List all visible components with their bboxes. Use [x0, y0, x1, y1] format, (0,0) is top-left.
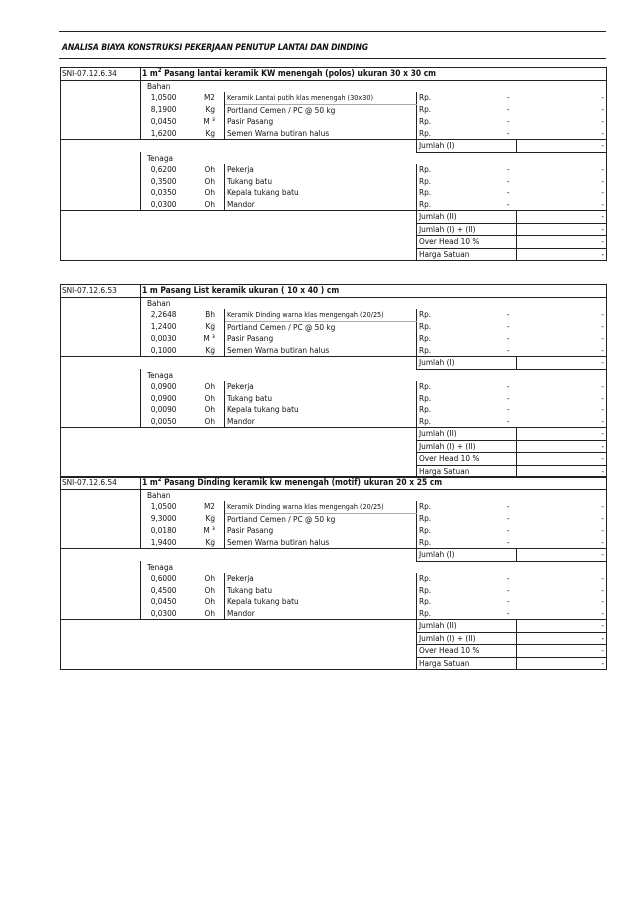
currency-label: Rp. — [419, 127, 432, 138]
total-price: - — [517, 513, 607, 525]
currency-label: Rp. — [419, 164, 432, 174]
unit: Oh — [185, 404, 225, 416]
unit-price: - — [506, 415, 510, 426]
coefficient: 0,1000 — [150, 344, 177, 355]
tenaga-label-row — [61, 369, 607, 381]
unit: Kg — [185, 513, 225, 525]
currency-label: Rp. — [419, 333, 432, 343]
unit-price: - — [506, 333, 510, 343]
section-header — [61, 68, 607, 81]
unit: Oh — [185, 381, 225, 393]
analysis-section — [60, 284, 606, 478]
title-prefix: 1 m — [142, 477, 158, 487]
total-price: - — [517, 128, 607, 140]
coefficient: 0,0300 — [150, 607, 177, 618]
item-name: Portland Cemen / PC @ 50 kg — [225, 104, 417, 116]
price-cell — [417, 116, 517, 128]
bahan-label: Bahan — [141, 80, 607, 92]
item-name: Keramik Dinding warna klas mengengah (20/25) — [225, 309, 417, 321]
coefficient: 1,2400 — [150, 321, 177, 332]
section-header — [61, 477, 607, 490]
total-price: - — [517, 345, 607, 357]
price-cell — [417, 573, 517, 585]
material-row — [61, 92, 607, 104]
subtotal-row — [61, 357, 607, 370]
coefficient: 0,6000 — [150, 573, 177, 583]
currency-label: Rp. — [419, 501, 432, 512]
price-cell — [417, 309, 517, 321]
total-price: - — [517, 525, 607, 537]
unit: M ³ — [185, 333, 225, 345]
coefficient: 2,2648 — [150, 309, 177, 320]
total-price: - — [517, 92, 607, 104]
price-cell — [417, 92, 517, 104]
total-price: - — [517, 309, 607, 321]
total-price: - — [517, 164, 607, 176]
labor-row — [61, 596, 607, 608]
summary-label: Harga Satuan — [417, 657, 517, 670]
unit-price: - — [506, 92, 510, 103]
coefficient: 0,6200 — [150, 164, 177, 174]
bahan-label-row — [61, 489, 607, 501]
unit: M ³ — [185, 525, 225, 537]
labor-row — [61, 381, 607, 393]
title-prefix: 1 m — [142, 68, 158, 78]
document-title: ANALISA BIAYA KONSTRUKSI PEKERJAAN PENUTUP LANTAI DAN DINDING — [62, 43, 368, 53]
currency-label: Rp. — [419, 607, 432, 618]
labor-row — [61, 585, 607, 597]
total-price: - — [517, 501, 607, 513]
price-cell — [417, 333, 517, 345]
price-cell — [417, 187, 517, 199]
price-cell — [417, 393, 517, 405]
price-cell — [417, 513, 517, 525]
coefficient: 0,0090 — [150, 404, 177, 414]
total-price: - — [517, 187, 607, 199]
labor-row — [61, 393, 607, 405]
bahan-label: Bahan — [141, 489, 607, 501]
section-code: SNI-07.12.6.53 — [61, 285, 141, 298]
material-row — [61, 345, 607, 357]
total-price: - — [517, 416, 607, 428]
currency-label: Rp. — [419, 415, 432, 426]
coefficient: 0,0450 — [150, 116, 177, 126]
subtotal-row — [61, 140, 607, 153]
unit: Bh — [185, 309, 225, 321]
price-cell — [417, 585, 517, 597]
item-name: Semen Warna butiran halus — [225, 128, 417, 140]
summary-value: - — [517, 453, 607, 466]
item-name: Pekerja — [225, 164, 417, 176]
unit: Kg — [185, 345, 225, 357]
summary-label: Harga Satuan — [417, 465, 517, 478]
summary-row — [61, 428, 607, 441]
unit-price: - — [506, 607, 510, 618]
total-price: - — [517, 608, 607, 620]
subtotal-label: Jumlah (I) — [417, 357, 517, 370]
item-name: Pasir Pasang — [225, 116, 417, 128]
subtotal-value: - — [517, 549, 607, 562]
tenaga-label-row — [61, 152, 607, 164]
item-name: Keramik Dinding warna klas mengengah (20/25) — [225, 501, 417, 513]
price-cell — [417, 596, 517, 608]
material-row — [61, 501, 607, 513]
summary-value: - — [517, 632, 607, 645]
unit-price: - — [506, 392, 510, 403]
unit: Kg — [185, 104, 225, 116]
currency-label: Rp. — [419, 525, 432, 535]
material-row — [61, 116, 607, 128]
summary-row — [61, 620, 607, 633]
tenaga-label: Tenaga — [141, 561, 607, 573]
total-price: - — [517, 585, 607, 597]
unit: Oh — [185, 187, 225, 199]
item-name: Semen Warna butiran halus — [225, 345, 417, 357]
unit-price: - — [506, 525, 510, 535]
summary-value: - — [517, 223, 607, 236]
summary-label: Over Head 10 % — [417, 236, 517, 249]
coefficient: 0,3500 — [150, 175, 177, 186]
price-cell — [417, 404, 517, 416]
summary-label: Jumlah (II) — [417, 428, 517, 441]
coefficient: 0,0300 — [150, 198, 177, 209]
currency-label: Rp. — [419, 321, 432, 332]
currency-label: Rp. — [419, 404, 432, 414]
material-row — [61, 104, 607, 116]
unit: Oh — [185, 393, 225, 405]
unit: Oh — [185, 199, 225, 211]
item-name: Pekerja — [225, 573, 417, 585]
summary-row — [61, 223, 607, 236]
total-price: - — [517, 321, 607, 333]
coefficient: 0,0450 — [150, 596, 177, 606]
price-cell — [417, 199, 517, 211]
total-price: - — [517, 573, 607, 585]
title-suffix: Pasang Dinding keramik kw menengah (motif) ukuran 20 x 25 cm — [161, 477, 443, 487]
section-title — [141, 477, 607, 490]
summary-label: Over Head 10 % — [417, 453, 517, 466]
tenaga-label: Tenaga — [141, 152, 607, 164]
summary-row — [61, 248, 607, 261]
tenaga-label: Tenaga — [141, 369, 607, 381]
currency-label: Rp. — [419, 92, 432, 103]
labor-row — [61, 187, 607, 199]
currency-label: Rp. — [419, 198, 432, 209]
total-price: - — [517, 104, 607, 116]
item-name: Kepala tukang batu — [225, 187, 417, 199]
summary-label: Harga Satuan — [417, 248, 517, 261]
unit: Oh — [185, 164, 225, 176]
unit-price: - — [506, 573, 510, 583]
section-title — [141, 285, 607, 298]
unit-price: - — [506, 321, 510, 332]
section-code: SNI-07.12.6.34 — [61, 68, 141, 81]
total-price: - — [517, 404, 607, 416]
unit: Kg — [185, 321, 225, 333]
unit-price: - — [506, 116, 510, 126]
price-cell — [417, 537, 517, 549]
summary-value: - — [517, 657, 607, 670]
summary-label: Jumlah (I) + (II) — [417, 440, 517, 453]
title-superscript: 2 — [157, 476, 162, 483]
item-name: Mandor — [225, 608, 417, 620]
item-name: Pasir Pasang — [225, 333, 417, 345]
item-name: Mandor — [225, 416, 417, 428]
analysis-section — [60, 476, 606, 670]
unit: M2 — [185, 92, 225, 104]
item-name: Tukang batu — [225, 393, 417, 405]
material-row — [61, 513, 607, 525]
unit: Kg — [185, 537, 225, 549]
coefficient: 0,0900 — [150, 392, 177, 403]
currency-label: Rp. — [419, 536, 432, 547]
unit-price: - — [506, 501, 510, 512]
currency-label: Rp. — [419, 584, 432, 595]
labor-row — [61, 404, 607, 416]
summary-value: - — [517, 236, 607, 249]
total-price: - — [517, 333, 607, 345]
material-row — [61, 128, 607, 140]
unit: Oh — [185, 585, 225, 597]
section-title — [141, 68, 607, 81]
subtotal-value: - — [517, 140, 607, 153]
summary-label: Jumlah (I) + (II) — [417, 223, 517, 236]
currency-label: Rp. — [419, 596, 432, 606]
subtotal-label: Jumlah (I) — [417, 549, 517, 562]
summary-row — [61, 211, 607, 224]
price-cell — [417, 525, 517, 537]
item-name: Kepala tukang batu — [225, 596, 417, 608]
total-price: - — [517, 393, 607, 405]
summary-row — [61, 632, 607, 645]
coefficient: 9,3000 — [150, 513, 177, 524]
summary-value: - — [517, 248, 607, 261]
coefficient: 8,1900 — [150, 104, 177, 115]
coefficient: 0,0350 — [150, 187, 177, 197]
labor-row — [61, 176, 607, 188]
summary-value: - — [517, 645, 607, 658]
labor-row — [61, 573, 607, 585]
item-name: Kepala tukang batu — [225, 404, 417, 416]
subtotal-row — [61, 549, 607, 562]
bahan-label: Bahan — [141, 297, 607, 309]
material-row — [61, 321, 607, 333]
summary-label: Jumlah (II) — [417, 211, 517, 224]
currency-label: Rp. — [419, 513, 432, 524]
unit-price: - — [506, 536, 510, 547]
title-underline — [59, 58, 606, 59]
summary-value: - — [517, 620, 607, 633]
currency-label: Rp. — [419, 309, 432, 320]
section-header — [61, 285, 607, 298]
summary-row — [61, 440, 607, 453]
summary-value: - — [517, 440, 607, 453]
unit: Kg — [185, 128, 225, 140]
currency-label: Rp. — [419, 175, 432, 186]
material-row — [61, 333, 607, 345]
unit-price: - — [506, 513, 510, 524]
top-rule — [59, 31, 606, 32]
unit-price: - — [506, 309, 510, 320]
price-cell — [417, 416, 517, 428]
unit-price: - — [506, 187, 510, 197]
price-cell — [417, 381, 517, 393]
currency-label: Rp. — [419, 344, 432, 355]
summary-value: - — [517, 465, 607, 478]
price-cell — [417, 345, 517, 357]
currency-label: Rp. — [419, 381, 432, 391]
summary-label: Jumlah (I) + (II) — [417, 632, 517, 645]
title-prefix: 1 m Pasang List keramik ukuran ( 10 x 40 ) cm — [142, 285, 340, 295]
analysis-section — [60, 67, 606, 261]
price-cell — [417, 176, 517, 188]
unit-price: - — [506, 584, 510, 595]
item-name: Pasir Pasang — [225, 525, 417, 537]
item-name: Keramik Lantai putih klas menengah (30x30) — [225, 92, 417, 104]
summary-value: - — [517, 428, 607, 441]
summary-row — [61, 657, 607, 670]
price-cell — [417, 501, 517, 513]
bahan-label-row — [61, 297, 607, 309]
unit: Oh — [185, 573, 225, 585]
price-cell — [417, 128, 517, 140]
material-row — [61, 525, 607, 537]
unit: Oh — [185, 596, 225, 608]
currency-label: Rp. — [419, 392, 432, 403]
bahan-label-row — [61, 80, 607, 92]
summary-label: Over Head 10 % — [417, 645, 517, 658]
material-row — [61, 537, 607, 549]
unit: Oh — [185, 608, 225, 620]
total-price: - — [517, 199, 607, 211]
unit-price: - — [506, 596, 510, 606]
item-name: Semen Warna butiran halus — [225, 537, 417, 549]
summary-row — [61, 236, 607, 249]
coefficient: 0,0900 — [150, 381, 177, 391]
coefficient: 1,0500 — [150, 501, 177, 512]
unit: M ³ — [185, 116, 225, 128]
labor-row — [61, 416, 607, 428]
coefficient: 0,0030 — [150, 333, 177, 343]
currency-label: Rp. — [419, 104, 432, 115]
item-name: Mandor — [225, 199, 417, 211]
coefficient: 0,0180 — [150, 525, 177, 535]
subtotal-value: - — [517, 357, 607, 370]
summary-row — [61, 645, 607, 658]
unit-price: - — [506, 175, 510, 186]
summary-value: - — [517, 211, 607, 224]
total-price: - — [517, 116, 607, 128]
item-name: Pekerja — [225, 381, 417, 393]
total-price: - — [517, 537, 607, 549]
coefficient: 1,0500 — [150, 92, 177, 103]
unit: Oh — [185, 416, 225, 428]
currency-label: Rp. — [419, 573, 432, 583]
unit-price: - — [506, 198, 510, 209]
total-price: - — [517, 596, 607, 608]
price-cell — [417, 608, 517, 620]
unit-price: - — [506, 127, 510, 138]
unit-price: - — [506, 381, 510, 391]
labor-row — [61, 164, 607, 176]
summary-label: Jumlah (II) — [417, 620, 517, 633]
title-superscript: 2 — [157, 67, 162, 74]
item-name: Portland Cemen / PC @ 50 kg — [225, 513, 417, 525]
coefficient: 0,4500 — [150, 584, 177, 595]
price-cell — [417, 164, 517, 176]
labor-row — [61, 199, 607, 211]
price-cell — [417, 321, 517, 333]
unit-price: - — [506, 164, 510, 174]
price-cell — [417, 104, 517, 116]
item-name: Tukang batu — [225, 585, 417, 597]
coefficient: 1,9400 — [150, 536, 177, 547]
currency-label: Rp. — [419, 187, 432, 197]
material-row — [61, 309, 607, 321]
item-name: Portland Cemen / PC @ 50 kg — [225, 321, 417, 333]
title-suffix: Pasang lantai keramik KW menengah (polos) ukuran 30 x 30 cm — [161, 68, 437, 78]
unit-price: - — [506, 344, 510, 355]
total-price: - — [517, 176, 607, 188]
coefficient: 1,6200 — [150, 127, 177, 138]
unit: Oh — [185, 176, 225, 188]
labor-row — [61, 608, 607, 620]
currency-label: Rp. — [419, 116, 432, 126]
unit-price: - — [506, 404, 510, 414]
total-price: - — [517, 381, 607, 393]
subtotal-label: Jumlah (I) — [417, 140, 517, 153]
summary-row — [61, 453, 607, 466]
coefficient: 0,0050 — [150, 415, 177, 426]
section-code: SNI-07.12.6.54 — [61, 477, 141, 490]
tenaga-label-row — [61, 561, 607, 573]
item-name: Tukang batu — [225, 176, 417, 188]
unit: M2 — [185, 501, 225, 513]
unit-price: - — [506, 104, 510, 115]
